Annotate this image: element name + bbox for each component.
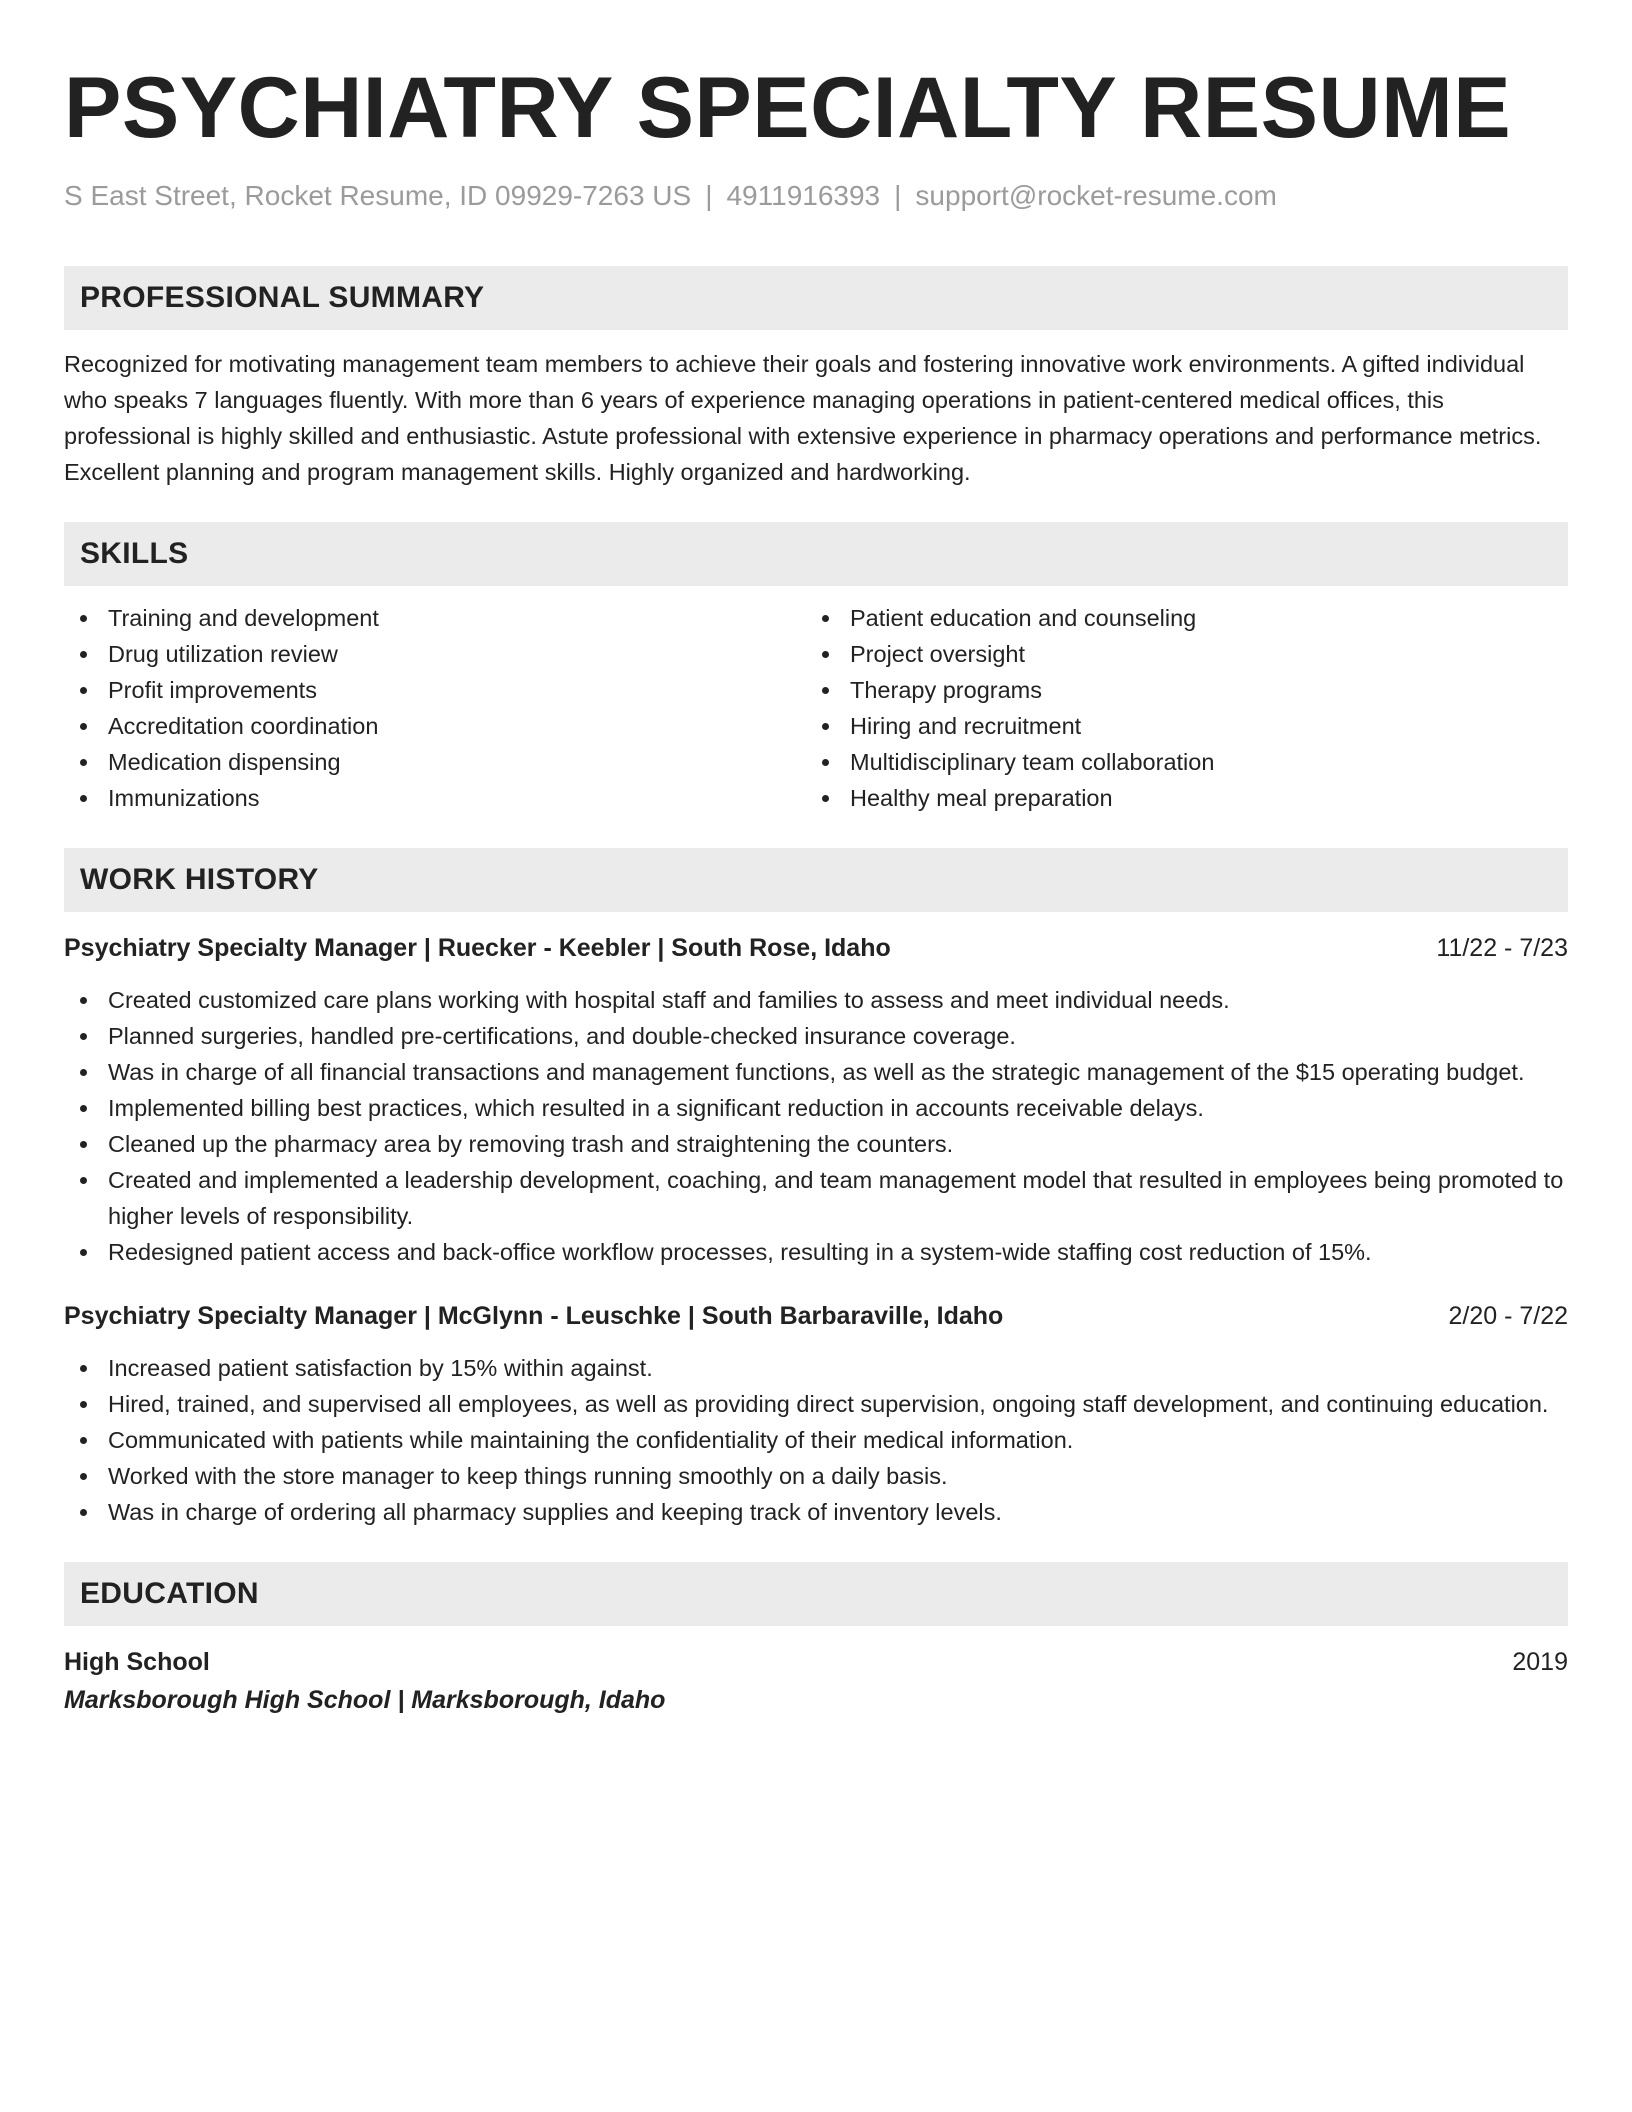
bullet-icon: [80, 615, 87, 622]
skill-item: [806, 636, 1548, 672]
job-bullet-text: Planned surgeries, handled pre-certifications, and double-checked insurance coverage.: [108, 1023, 1016, 1049]
bullet-icon: [80, 1509, 87, 1516]
bullet-icon: [822, 687, 829, 694]
skill-item: [64, 636, 806, 672]
contact-phone: 4911916393: [726, 180, 881, 211]
bullet-icon: [822, 723, 829, 730]
job-entry: [64, 1298, 1568, 1530]
bullet-icon: [80, 1473, 87, 1480]
job-bullet: [64, 1422, 1568, 1458]
bullet-icon: [822, 759, 829, 766]
job-bullet-text: Cleaned up the pharmacy area by removing trash and straightening the counters.: [108, 1131, 954, 1157]
section-header-work-history: WORK HISTORY: [64, 848, 1568, 912]
skill-item: [806, 708, 1548, 744]
job-bullet-text: Created and implemented a leadership development, coaching, and team management model that resulted in employees being promoted to higher levels of responsibility.: [108, 1167, 1564, 1229]
skill-label: Therapy programs: [850, 677, 1042, 703]
skill-label: Accreditation coordination: [108, 713, 379, 739]
bullet-icon: [80, 1401, 87, 1408]
bullet-icon: [80, 723, 87, 730]
bullet-icon: [80, 795, 87, 802]
job-bullet: [64, 1126, 1568, 1162]
skills-column-right: [806, 600, 1548, 816]
job-bullets: [64, 982, 1568, 1270]
job-bullet-text: Was in charge of all financial transactions and management functions, as well as the strategic management of the $15 operating budget.: [108, 1059, 1525, 1085]
job-bullet: [64, 1458, 1568, 1494]
skills-column-left: [64, 600, 806, 816]
skill-label: Immunizations: [108, 785, 260, 811]
skill-label: Healthy meal preparation: [850, 785, 1113, 811]
bullet-icon: [80, 1365, 87, 1372]
job-bullet: [64, 1090, 1568, 1126]
job-bullet-text: Communicated with patients while maintaining the confidentiality of their medical information.: [108, 1427, 1074, 1453]
skill-label: Drug utilization review: [108, 641, 338, 667]
section-header-education: EDUCATION: [64, 1562, 1568, 1626]
job-title: Psychiatry Specialty Manager | McGlynn - Leuschke | South Barbaraville, Idaho: [64, 1302, 1004, 1330]
skill-label: Hiring and recruitment: [850, 713, 1082, 739]
job-bullet-text: Implemented billing best practices, which resulted in a significant reduction in accounts receivable delays.: [108, 1095, 1204, 1121]
job-dates: 2/20 - 7/22: [1448, 1302, 1568, 1330]
bullet-icon: [80, 1033, 87, 1040]
job-title: Psychiatry Specialty Manager | Ruecker - Keebler | South Rose, Idaho: [64, 934, 891, 962]
skill-item: [64, 780, 806, 816]
education-school: Marksborough High School | Marksborough, Idaho: [64, 1686, 666, 1714]
job-bullet: [64, 1018, 1568, 1054]
education-year: 2019: [1512, 1648, 1568, 1676]
bullet-icon: [80, 1141, 87, 1148]
job-bullet: [64, 1350, 1568, 1386]
bullet-icon: [822, 795, 829, 802]
bullet-icon: [822, 615, 829, 622]
skill-item: [806, 744, 1548, 780]
skill-item: [64, 708, 806, 744]
bullet-icon: [822, 651, 829, 658]
skills-list: [64, 600, 1568, 816]
job-bullet-text: Created customized care plans working with hospital staff and families to assess and meet individual needs.: [108, 987, 1230, 1013]
job-bullet: [64, 1494, 1568, 1530]
job-bullet-text: Increased patient satisfaction by 15% within against.: [108, 1355, 653, 1381]
bullet-icon: [80, 997, 87, 1004]
job-bullet-text: Hired, trained, and supervised all employees, as well as providing direct supervision, ongoing staff development, and continuing education.: [108, 1391, 1549, 1417]
job-bullet: [64, 982, 1568, 1018]
bullet-icon: [80, 1069, 87, 1076]
bullet-icon: [80, 1105, 87, 1112]
job-title-row: [64, 1298, 1568, 1334]
skill-item: [806, 780, 1548, 816]
education-entry: [64, 1644, 1568, 1718]
contact-separator: |: [894, 180, 902, 211]
resume-title: PSYCHIATRY SPECIALTY RESUME: [64, 60, 1512, 156]
contact-line: [64, 178, 1568, 214]
skill-item: [64, 744, 806, 780]
bullet-icon: [80, 651, 87, 658]
bullet-icon: [80, 1249, 87, 1256]
summary-text: Recognized for motivating management team members to achieve their goals and fostering innovative work environments. A gifted individual who speaks 7 languages fluently. With more than 6 years of experience managing operations in patient-centered medical offices, this professional is highly skilled and enthusiastic. Astute professional with extensive experience in pharmacy operations and performance metrics. Excellent planning and program management skills. Highly organized and hardworking.: [64, 351, 1542, 485]
job-bullet: [64, 1386, 1568, 1422]
job-title-row: [64, 930, 1568, 966]
job-bullet-text: Redesigned patient access and back-office workflow processes, resulting in a system-wide staffing cost reduction of 15%.: [108, 1239, 1372, 1265]
skill-item: [64, 672, 806, 708]
skill-item: [64, 600, 806, 636]
skill-label: Medication dispensing: [108, 749, 341, 775]
job-bullet: [64, 1162, 1568, 1234]
section-header-summary: PROFESSIONAL SUMMARY: [64, 266, 1568, 330]
bullet-icon: [80, 687, 87, 694]
skill-item: [806, 672, 1548, 708]
job-bullet: [64, 1054, 1568, 1090]
section-header-skills: SKILLS: [64, 522, 1568, 586]
skill-label: Multidisciplinary team collaboration: [850, 749, 1215, 775]
job-bullet-text: Was in charge of ordering all pharmacy supplies and keeping track of inventory levels.: [108, 1499, 1002, 1525]
job-bullet-text: Worked with the store manager to keep things running smoothly on a daily basis.: [108, 1463, 948, 1489]
contact-email: support@rocket-resume.com: [915, 180, 1277, 211]
skill-label: Patient education and counseling: [850, 605, 1197, 631]
contact-address: S East Street, Rocket Resume, ID 09929-7263 US: [64, 180, 692, 211]
bullet-icon: [80, 1177, 87, 1184]
job-bullet: [64, 1234, 1568, 1270]
education-row: [64, 1644, 1568, 1680]
job-entry: [64, 930, 1568, 1270]
bullet-icon: [80, 759, 87, 766]
education-degree: High School: [64, 1648, 210, 1676]
skill-label: Training and development: [108, 605, 379, 631]
job-bullets: [64, 1350, 1568, 1530]
skill-item: [806, 600, 1548, 636]
skill-label: Profit improvements: [108, 677, 317, 703]
contact-separator: |: [705, 180, 713, 211]
bullet-icon: [80, 1437, 87, 1444]
job-dates: 11/22 - 7/23: [1436, 934, 1568, 962]
skill-label: Project oversight: [850, 641, 1026, 667]
